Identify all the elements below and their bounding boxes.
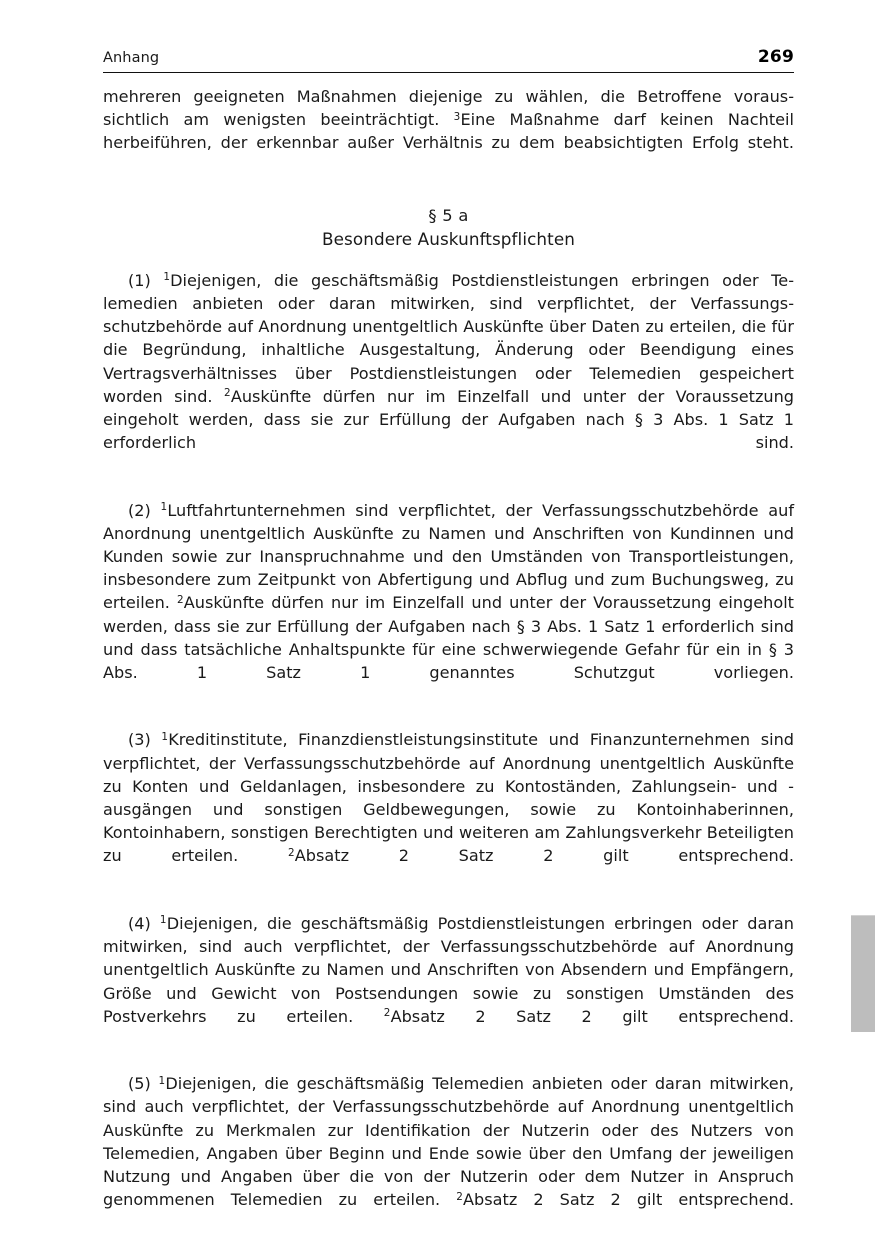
sentence-note-marker: 2 (383, 1007, 391, 1020)
paragraph-continued (103, 85, 794, 178)
thumb-index-tab (851, 915, 875, 1032)
sentence-note-marker: 1 (158, 1074, 166, 1087)
paragraph-sentence-1: Luftfahrtunternehmen sind verpflichtet, der Verfassungsschutzbehörde auf Anordnung unentgeltlich Auskünfte zu Namen und Anschriften von Kundinnen und Kunden sowie zur Inanspruchnahme und den Umständen von Transportleistungen, insbesondere zum Zeitpunkt von Abfertigung und Abflug und zum Buchungsweg, zu erteilen. (103, 500, 794, 613)
running-head-title: Anhang (103, 50, 160, 66)
paragraph-number: (2) (128, 500, 151, 520)
sentence-note-marker: 1 (163, 271, 170, 284)
sentence-note-marker: 1 (160, 501, 168, 514)
sentence-note-marker: 2 (176, 594, 184, 607)
paragraph-sentence-2: Absatz 2 Satz 2 gilt entsprechend. (390, 1006, 795, 1026)
paragraph-number: (4) (128, 913, 151, 933)
paragraph-sentence-1: Diejenigen, die geschäftsmäßig Postdienstleistungen erbringen oder daran mitwirken, sind auch verpflichtet, der Verfassungsschutzbehörde auf Anordnung unentgeltlich Auskünfte zu Namen und Anschriften von Absendern und Empfängern, Größe und Gewicht von Postsendungen sowie zu sonstigen Umständen des Postverkehrs zu erteilen. (103, 913, 794, 1026)
section-number: § 5 a (428, 205, 469, 225)
paragraph-continued-part-2: Eine Maßnahme darf keinen Nachteil herbeiführen, der erkennbar außer Verhältnis zu dem beabsichtigten Erfolg steht. (103, 110, 794, 153)
paragraph-sentence-2: Absatz 2 Satz 2 gilt entsprechend. (294, 846, 794, 866)
section-heading (103, 204, 794, 252)
paragraph-continued-part-1: mehreren geeigneten Maßnahmen diejenige zu wählen, die Betroffene voraussichtlich am wenigsten beeinträchtigt. (103, 87, 794, 130)
statute-paragraph-4 (103, 912, 794, 1051)
paragraph-sentence-2: Auskünfte dürfen nur im Einzelfall und unter der Voraussetzung eingeholt werden, dass sie zur Erfüllung der Aufgaben nach § 3 Abs. 1 Satz 1 erforderlich sind und dass tatsächliche Anhaltspunkte für eine schwerwiegende Gefahr für ein in § 3 Abs. 1 Satz 1 genanntes Schutzgut vorliegen. (103, 593, 794, 683)
paragraph-sentence-1: Diejenigen, die geschäftsmäßig Telemedien anbieten oder daran mitwirken, sind auch verpflichtet, der Verfassungsschutzbehörde auf Anordnung unentgeltlich Auskünfte zu Merkmalen zur Identifikation der Nutzerin oder des Nutzers von Telemedien, Angaben über Beginn und Ende sowie über den Umfang der jeweiligen Nutzung und Angaben über die von der Nutzerin oder dem Nutzer in Anspruch genommenen Telemedien zu erteilen. (103, 1074, 794, 1210)
paragraph-sentence-2: Auskünfte dürfen nur im Einzelfall und unter der Voraussetzung eingeholt werden, dass sie zur Erfüllung der Aufgaben nach § 3 Abs. 1 Satz 1 erforderlich sind. (103, 386, 795, 453)
sentence-note-marker: 2 (224, 387, 231, 400)
paragraph-sentence-1: Diejenigen, die geschäftsmäßig Postdienstleistungen erbringen oder Telemedien anbieten oder daran mitwirken, sind verpflichtet, der Verfassungsschutzbehörde auf Anordnung unentgeltlich Auskünfte über Daten zu erteilen, die für die Begründung, inhaltliche Ausgestaltung, Änderung oder Beendigung eines Vertragsverhältnisses über Postdienstleistungen oder Telemedien gespeichert worden sind. (103, 270, 794, 406)
sentence-note-marker: 2 (456, 1190, 463, 1203)
sentence-note-marker: 3 (453, 110, 461, 123)
text-column (103, 85, 794, 1235)
sentence-note-marker: 1 (161, 731, 169, 744)
paragraph-sentence-2: Absatz 2 Satz 2 gilt entsprechend. (463, 1190, 795, 1210)
running-head (103, 47, 794, 73)
section-title: Besondere Auskunftspflichten (321, 228, 575, 249)
paragraph-sentence-1: Kreditinstitute, Finanzdienstleistungsinstitute und Finanzunternehmen sind verpflichtet, der Verfassungsschutzbehörde auf Anordnung unentgeltlich Auskünfte zu Konten und Geldanlagen, insbesondere zu Kontoständen, Zahlungsein- und -ausgängen und sonstigen Geldbewegungen, sowie zu Kontoinhaberinnen, Kontoinhabern, sonstigen Berechtigten und weiteren am Zahlungsverkehr Beteiligten zu erteilen. (103, 730, 794, 866)
statute-paragraph-3 (103, 728, 794, 890)
paragraph-number: (5) (128, 1074, 151, 1094)
statute-paragraph-5 (103, 1072, 794, 1234)
sentence-note-marker: 2 (287, 847, 295, 860)
paragraph-number: (1) (128, 270, 151, 290)
statute-paragraph-2 (103, 499, 794, 708)
page-number: 269 (757, 47, 794, 67)
statute-paragraph-1 (103, 269, 794, 478)
paragraph-number: (3) (128, 730, 151, 750)
sentence-note-marker: 1 (159, 914, 167, 927)
